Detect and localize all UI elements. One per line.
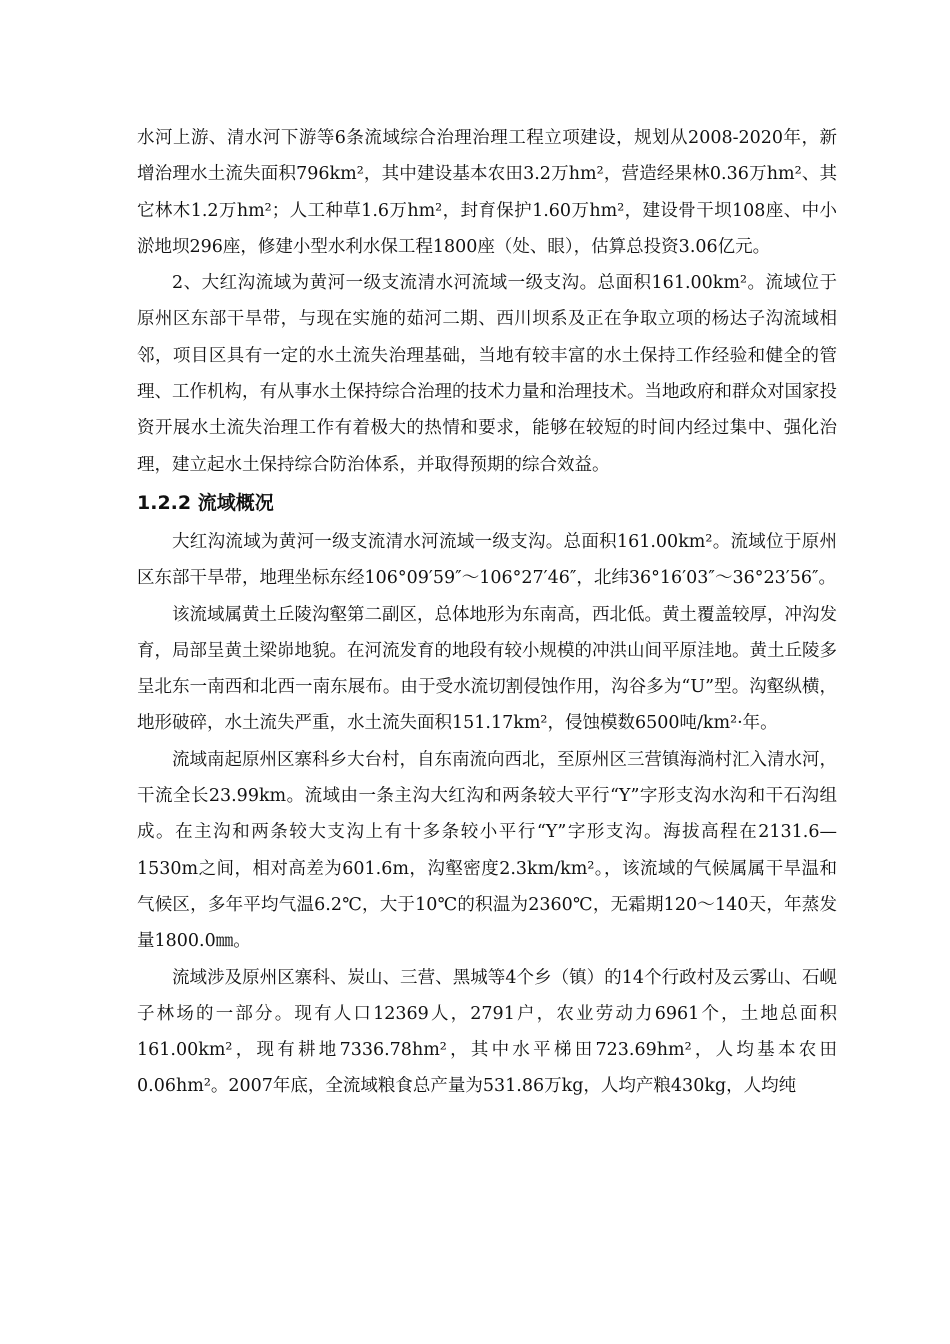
paragraph-dahonggou-overview: 2、大红沟流域为黄河一级支流清水河流域一级支沟。总面积161.00km²。流域位于原州区东部干旱带，与现在实施的茹河二期、西川坝系及正在争取立项的杨达子沟流域相邻，项目区具有一定的水土流失治理基础，当地有较丰富的水土保持工作经验和健全的管理、工作机构，有从事水土保持综合治理的技术力量和治理技术。当地政府和群众对国家投资开展水土流失治理工作有着极大的热情和要求，能够在较短的时间内经过集中、强化治理，建立起水土保持综合防治体系，并取得预期的综合效益。 (137, 273, 837, 475)
document-body (137, 120, 837, 1105)
paragraph-plan-continuation: 水河上游、清水河下游等6条流域综合治理治理工程立项建设，规划从2008-2020年，新增治理水土流失面积796km²，其中建设基本农田3.2万hm²，营造经果林0.36万hm²、其它林木1.2万hm²；人工种草1.6万hm²，封育保护1.60万hm²，建设骨干坝108座、中小淤地坝296座，修建小型水利水保工程1800座（处、眼），估算总投资3.06亿元。 (137, 128, 837, 257)
section-heading: 1.2.2 流域概况 (137, 491, 274, 514)
paragraph-population-land: 流域涉及原州区寨科、炭山、三营、黑城等4个乡（镇）的14个行政村及云雾山、石岘子林场的一部分。现有人口12369人，2791户，农业劳动力6961个，土地总面积161.00km²，现有耕地7336.78hm²，其中水平梯田723.69hm²，人均基本农田0.06hm²。2007年底，全流域粮食总产量为531.86万kg，人均产粮430kg，人均纯 (137, 967, 837, 1097)
paragraph-hydrology-climate: 流域南起原州区寨科乡大台村，自东南流向西北，至原州区三营镇海淌村汇入清水河，干流全长23.99km。流域由一条主沟大红沟和两条较大平行“Y”字形支沟水沟和干石沟组成。在主沟和两条较大支沟上有十多条较小平行“Y”字形支沟。海拔高程在2131.6—1530m之间，相对高差为601.6m，沟壑密度2.3km/km²。，该流域的气候属属干旱温和气候区，多年平均气温6.2℃，大于10℃的积温为2360℃，无霜期120～140天，年蒸发量1800.0㎜。 (137, 749, 837, 952)
paragraph-location: 大红沟流域为黄河一级支流清水河流域一级支沟。总面积161.00km²。流域位于原州区东部干旱带，地理坐标东经106°09′59″～106°27′46″，北纬36°16′03″～36°23′56″。 (137, 531, 837, 589)
paragraph-terrain: 该流域属黄土丘陵沟壑第二副区，总体地形为东南高，西北低。黄土覆盖较厚，冲沟发育，局部呈黄土梁峁地貌。在河流发育的地段有较小规模的冲洪山间平原洼地。黄土丘陵多呈北东一南西和北西一南东展布。由于受水流切割侵蚀作用，沟谷多为“U”型。沟壑纵横，地形破碎，水土流失严重，水土流失面积151.17km²，侵蚀模数6500吨/km²·年。 (137, 604, 837, 734)
